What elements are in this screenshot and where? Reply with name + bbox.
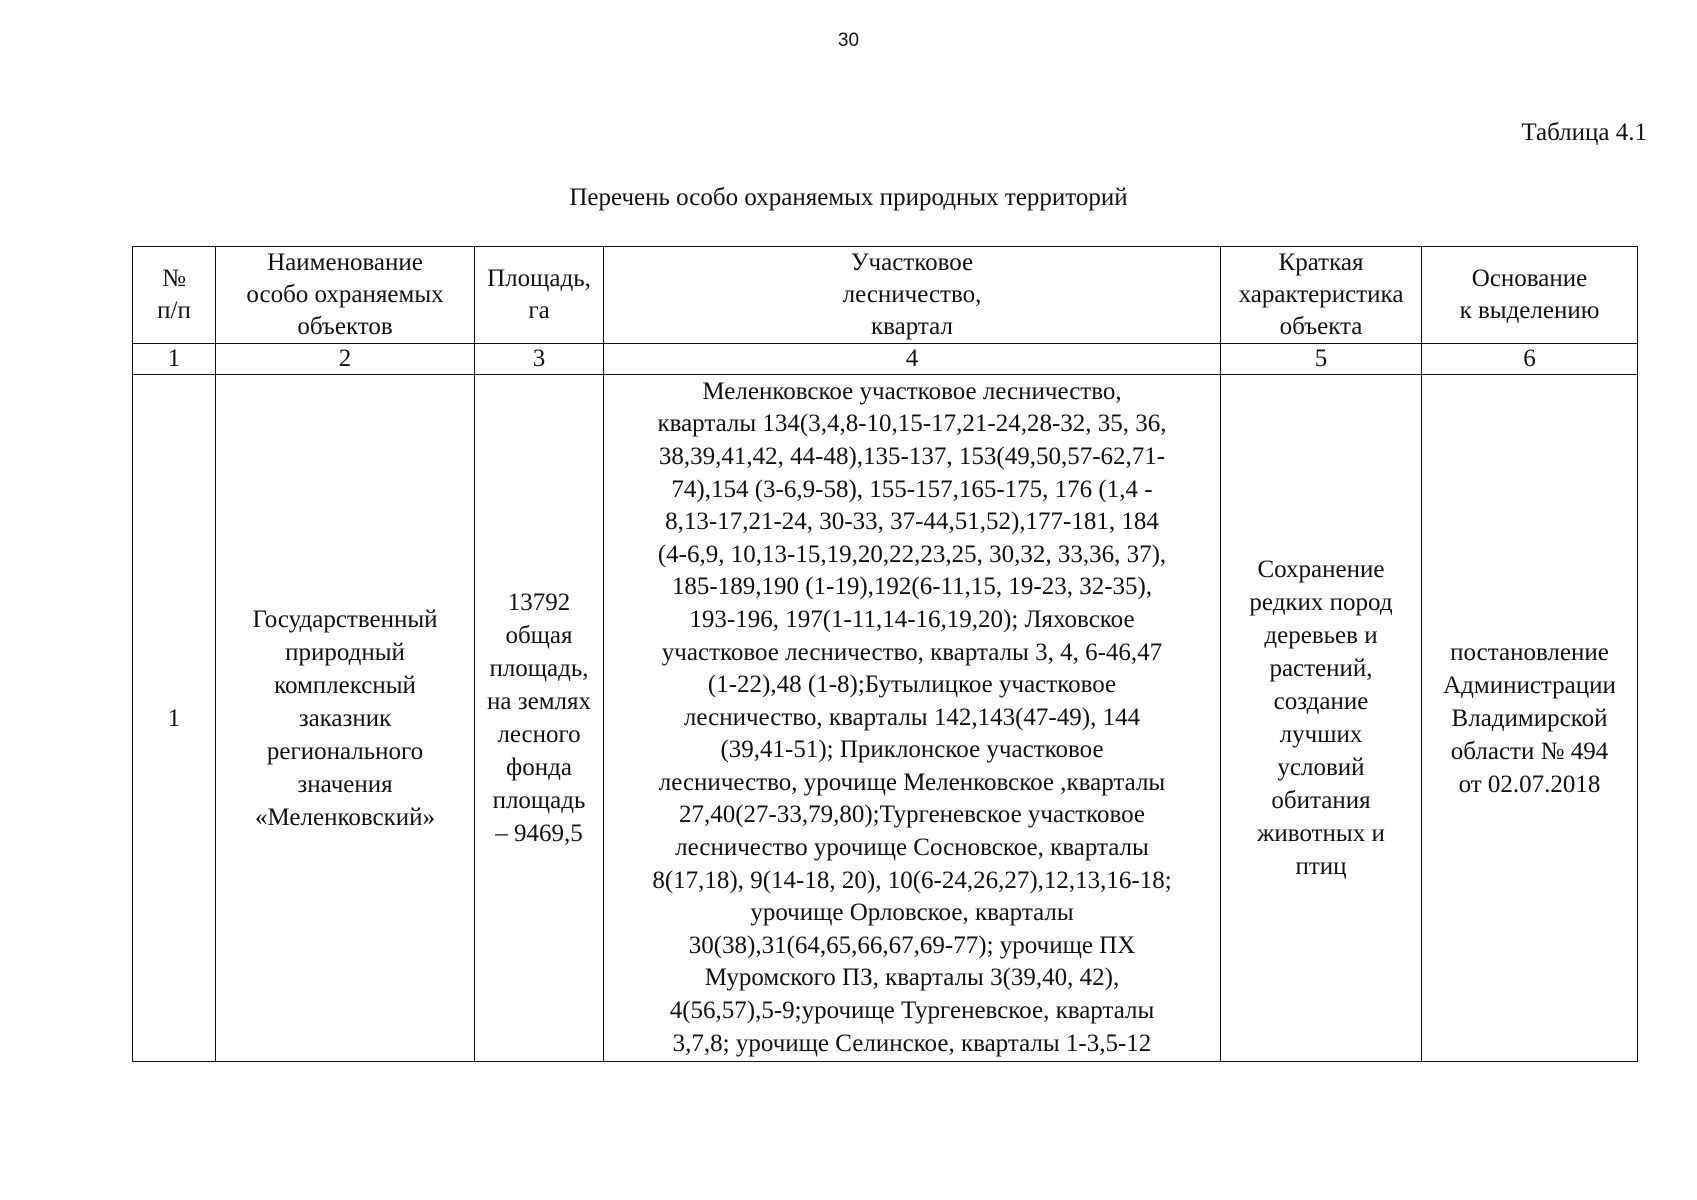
column-number-row: [133, 344, 1638, 375]
row-number: 1: [133, 375, 216, 1062]
column-number: 1: [133, 344, 216, 375]
header-area: Площадь, га: [475, 247, 604, 344]
header-number: № п/п: [133, 247, 216, 344]
forestry-quarters: Меленковское участковое лесничество, кварталы 134(3,4,8-10,15-17,21-24,28-32, 35, 36, 38,39,41,42, 44-48),135-137, 153(49,50,57-62,71- 74),154 (3-6,9-58), 155-157,165-175, 176 (1,4 - 8,13-17,21-24, 30-33, 37-44,51,52),177-181, 184 (4-6,9, 10,13-15,19,20,22,23,25, 30,32, 33,36, 37), 185-189,190 (1-19),192(6-11,15, 19-23, 32-35), 193-196, 197(1-11,14-16,19,20); Ляховское участковое лесничество, кварталы 3, 4, 6-46,47 (1-22),48 (1-8);Бутылицкое участковое лесничество, кварталы 142,143(47-49), 144 (39,41-51); Приклонское участковое лесничество, урочище Меленковское ,кварталы 27,40(27-33,79,80);Тургеневское участковое лесничество урочище Сосновское, кварталы 8(17,18), 9(14-18, 20), 10(6-24,26,27),12,13,16-18; урочище Орловское, кварталы 30(38),31(64,65,66,67,69-77); урочище ПХ Муромского ПЗ, кварталы 3(39,40, 42), 4(56,57),5-9;урочище Тургеневское, кварталы 3,7,8; урочище Селинское, кварталы 1-3,5-12: [604, 375, 1221, 1062]
table-label: Таблица 4.1: [1521, 119, 1647, 146]
designation-basis: постановление Администрации Владимирской области № 494 от 02.07.2018: [1422, 375, 1638, 1062]
object-area: 13792 общая площадь, на землях лесного фонда площадь – 9469,5: [475, 375, 604, 1062]
column-number: 3: [475, 344, 604, 375]
object-characteristic: Сохранение редких пород деревьев и растений, создание лучших условий обитания животных и птиц: [1221, 375, 1422, 1062]
table-title: Перечень особо охраняемых природных территорий: [569, 184, 1128, 211]
protected-areas-table: [132, 246, 1638, 1062]
column-number: 4: [604, 344, 1221, 375]
page-number: 30: [837, 30, 860, 51]
header-characteristic: Краткая характеристика объекта: [1221, 247, 1422, 344]
table-row: [133, 375, 1638, 1062]
object-name: Государственный природный комплексный заказник регионального значения «Меленковский»: [216, 375, 475, 1062]
column-number: 5: [1221, 344, 1422, 375]
header-name: Наименование особо охраняемых объектов: [216, 247, 475, 344]
column-number: 2: [216, 344, 475, 375]
table-header-row: [133, 247, 1638, 344]
header-forestry: Участковое лесничество, квартал: [604, 247, 1221, 344]
header-basis: Основание к выделению: [1422, 247, 1638, 344]
column-number: 6: [1422, 344, 1638, 375]
